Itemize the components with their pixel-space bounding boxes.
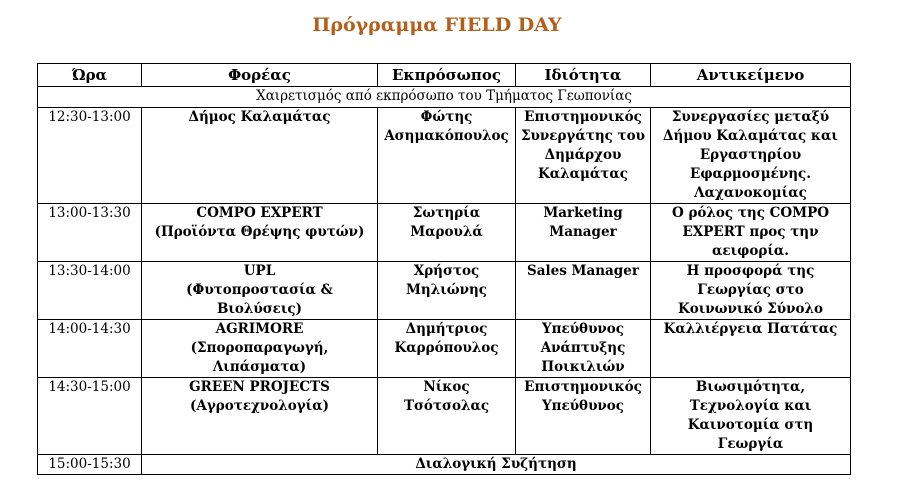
- organization-name: COMPO EXPERT: [196, 205, 323, 221]
- time-cell: 13:00-13:30: [38, 204, 142, 262]
- time-cell: 13:30-14:00: [38, 262, 142, 320]
- representative-cell: Δημήτριος Καρρόπουλος: [378, 320, 516, 378]
- role-cell: Επιστημονικός Υπεύθυνος: [516, 378, 651, 455]
- organization-cell: [142, 108, 378, 204]
- representative-cell: Νίκος Τσότσολας: [378, 378, 516, 455]
- subject-cell: Ο ρόλος της COMPO EXPERT προς την αειφορία.: [651, 204, 851, 262]
- table-row: [38, 204, 851, 262]
- organization-cell: [142, 204, 378, 262]
- time-cell: 15:00-15:30: [38, 455, 142, 475]
- subject-cell: Η προσφορά της Γεωργίας στο Κοινωνικό Σύνολο: [651, 262, 851, 320]
- role-cell: Sales Manager: [516, 262, 651, 320]
- subject-cell: Συνεργασίες μεταξύ Δήμου Καλαμάτας και Εργαστηρίου Εφαρμοσμένης. Λαχανοκομίας: [651, 108, 851, 204]
- closing-row: [38, 455, 851, 475]
- organization-description: (Σποροπαραγωγή, Λιπάσματα): [190, 340, 329, 375]
- header-representative: Εκπρόσωπος: [378, 64, 516, 87]
- subject-cell: Βιωσιμότητα, Τεχνολογία και Καινοτομία στη Γεωργία: [651, 378, 851, 455]
- organization-name: UPL: [243, 263, 276, 279]
- organization-cell: [142, 378, 378, 455]
- schedule-table: [37, 63, 851, 475]
- header-role: Ιδιότητα: [516, 64, 651, 87]
- role-cell: Επιστημονικός Συνεργάτης του Δημάρχου Καλαμάτας: [516, 108, 651, 204]
- organization-cell: [142, 320, 378, 378]
- table-row: [38, 262, 851, 320]
- header-organization: Φορέας: [142, 64, 378, 87]
- welcome-cell: Χαιρετισμός από εκπρόσωπο του Τμήματος Γεωπονίας: [38, 87, 851, 108]
- role-cell: Marketing Manager: [516, 204, 651, 262]
- time-cell: 14:30-15:00: [38, 378, 142, 455]
- organization-description: (Αγροτεχνολογία): [190, 398, 329, 414]
- representative-cell: Χρήστος Μηλιώνης: [378, 262, 516, 320]
- organization-name: Δήμος Καλαμάτας: [188, 109, 331, 125]
- organization-description: (Προϊόντα Θρέψης φυτών): [154, 224, 365, 240]
- header-time: Ώρα: [38, 64, 142, 87]
- table-row: [38, 378, 851, 455]
- header-subject: Αντικείμενο: [651, 64, 851, 87]
- representative-cell: Φώτης Ασημακόπουλος: [378, 108, 516, 204]
- welcome-row: [38, 87, 851, 108]
- organization-description: (Φυτοπροστασία & Βιολύσεις): [186, 282, 333, 317]
- time-cell: 12:30-13:00: [38, 108, 142, 204]
- organization-cell: [142, 262, 378, 320]
- organization-name: AGRIMORE: [215, 321, 304, 337]
- role-cell: Υπεύθυνος Ανάπτυξης Ποικιλιών: [516, 320, 651, 378]
- organization-name: GREEN PROJECTS: [189, 379, 330, 395]
- closing-cell: Διαλογική Συζήτηση: [142, 455, 851, 475]
- header-row: [38, 64, 851, 87]
- representative-cell: Σωτηρία Μαρουλά: [378, 204, 516, 262]
- subject-cell: Καλλιέργεια Πατάτας: [651, 320, 851, 378]
- table-row: [38, 108, 851, 204]
- table-row: [38, 320, 851, 378]
- time-cell: 14:00-14:30: [38, 320, 142, 378]
- page-title: Πρόγραμμα FIELD DAY: [312, 14, 562, 36]
